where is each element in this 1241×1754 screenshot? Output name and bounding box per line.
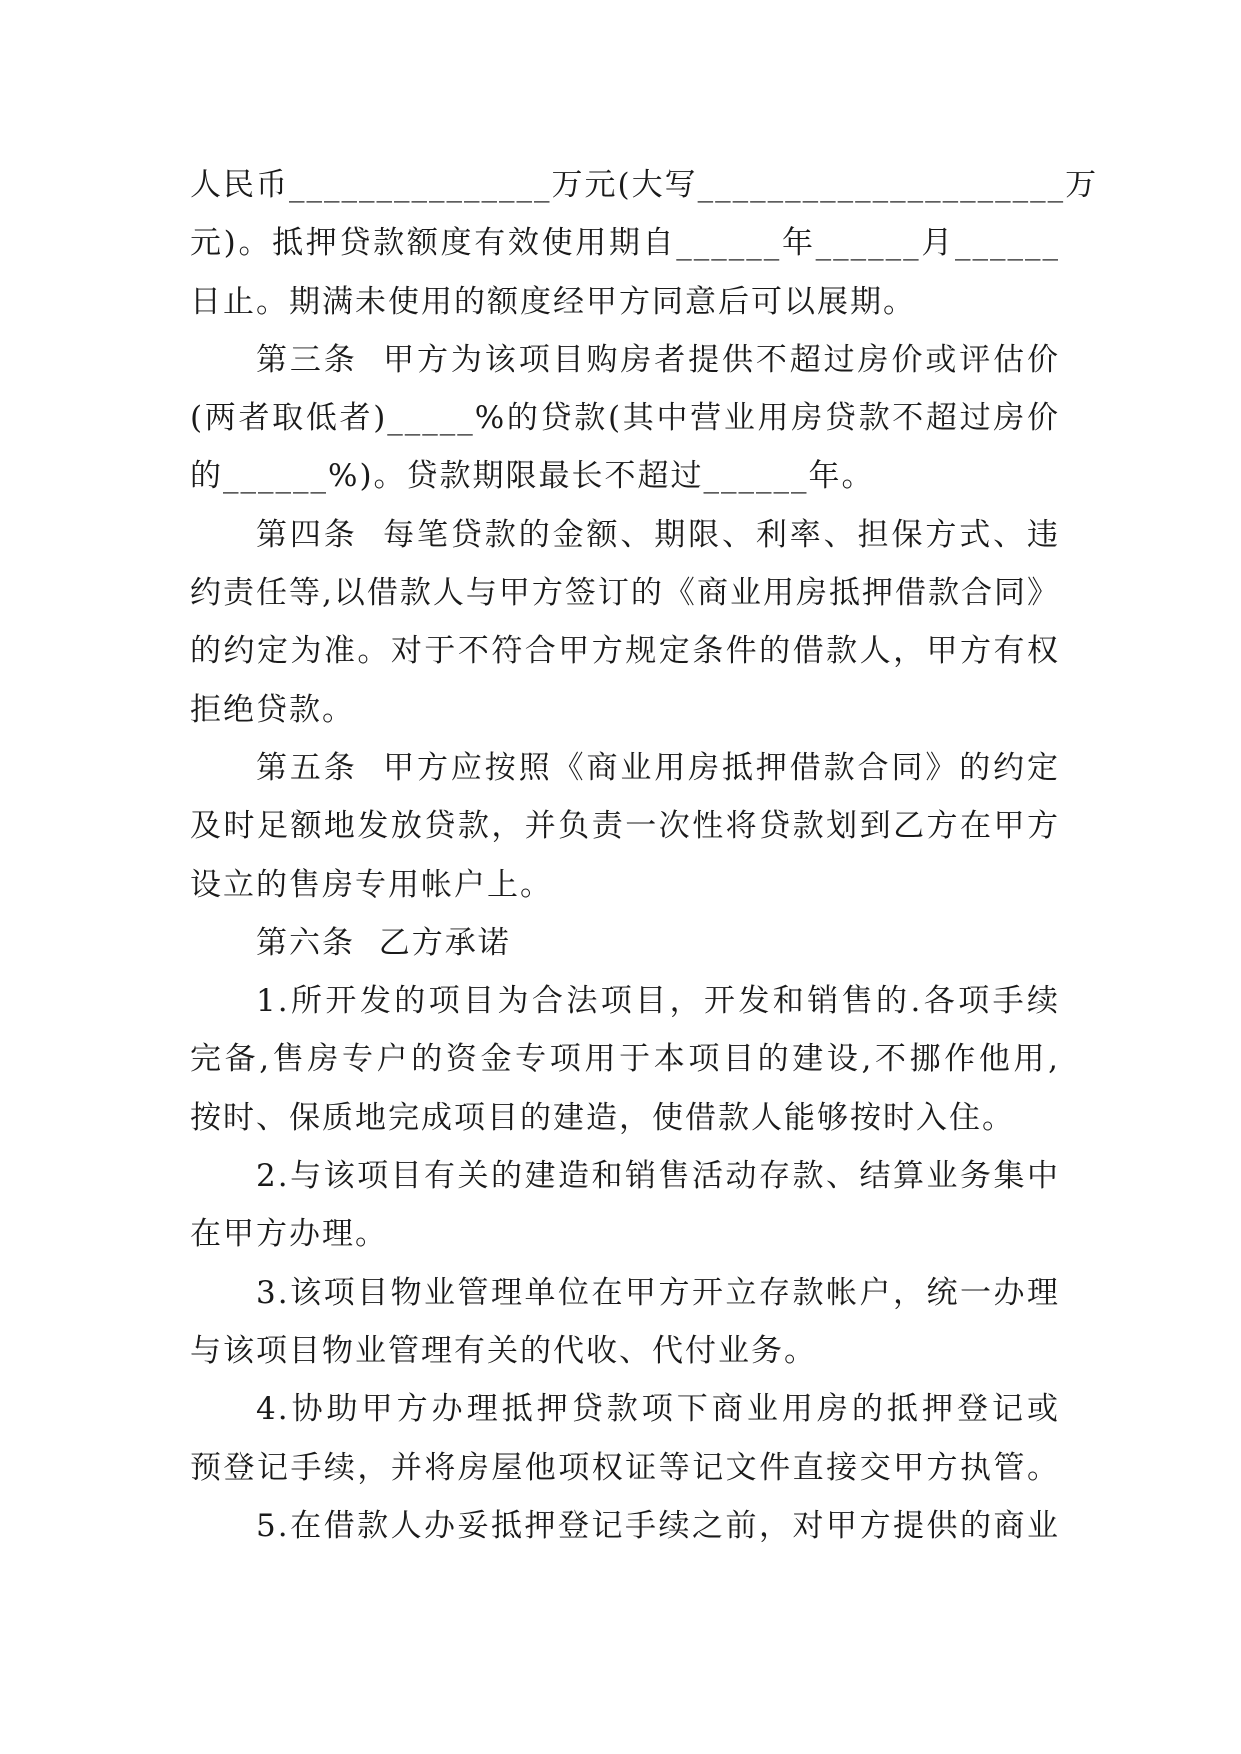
- clause-1-line: 1.所开发的项目为合法项目，开发和销售的.各项手续: [256, 983, 1060, 1020]
- text-line: 完备,售房专户的资金专项用于本项目的建设,不挪作他用,: [190, 1041, 1060, 1078]
- text-line: (两者取低者)_____%的贷款(其中营业用房贷款不超过房价: [190, 400, 1060, 437]
- clause-2-line: 2.与该项目有关的建造和销售活动存款、结算业务集中: [256, 1158, 1060, 1195]
- text-line: 约责任等,以借款人与甲方签订的《商业用房抵押借款合同》: [190, 575, 1060, 612]
- article-4-heading-line: 第四条 每笔贷款的金额、期限、利率、担保方式、违: [256, 516, 1060, 553]
- document-body: [190, 156, 1099, 1555]
- text-line: 设立的售房专用帐户上。: [190, 866, 553, 903]
- text-line: 预登记手续，并将房屋他项权证等记文件直接交甲方执管。: [190, 1449, 1060, 1486]
- article-6-heading: 第六条 乙方承诺: [256, 924, 511, 961]
- article-5-heading-line: 第五条 甲方应按照《商业用房抵押借款合同》的约定: [256, 749, 1060, 786]
- clause-3-line: 3.该项目物业管理单位在甲方开立存款帐户，统一办理: [256, 1274, 1060, 1311]
- text-line: 按时、保质地完成项目的建造，使借款人能够按时入住。: [190, 1099, 1015, 1136]
- text-line: 在甲方办理。: [190, 1216, 388, 1253]
- text-line: 元)。抵押贷款额度有效使用期自______年______月______: [190, 225, 1060, 262]
- clause-4-line: 4.协助甲方办理抵押贷款项下商业用房的抵押登记或: [256, 1391, 1060, 1428]
- text-line: 日止。期满未使用的额度经甲方同意后可以展期。: [190, 283, 916, 320]
- article-3-heading-line: 第三条 甲方为该项目购房者提供不超过房价或评估价: [256, 341, 1060, 378]
- clause-5-line: 5.在借款人办妥抵押登记手续之前，对甲方提供的商业: [256, 1507, 1060, 1544]
- text-line: 及时足额地发放贷款，并负责一次性将贷款划到乙方在甲方: [190, 808, 1060, 845]
- text-line: 人民币_______________万元(大写_____________________万: [190, 167, 1099, 203]
- text-line: 的约定为准。对于不符合甲方规定条件的借款人，甲方有权: [190, 633, 1060, 670]
- text-line: 与该项目物业管理有关的代收、代付业务。: [190, 1332, 817, 1369]
- text-line: 拒绝贷款。: [190, 691, 355, 728]
- text-line: 的______%)。贷款期限最长不超过______年。: [190, 458, 875, 495]
